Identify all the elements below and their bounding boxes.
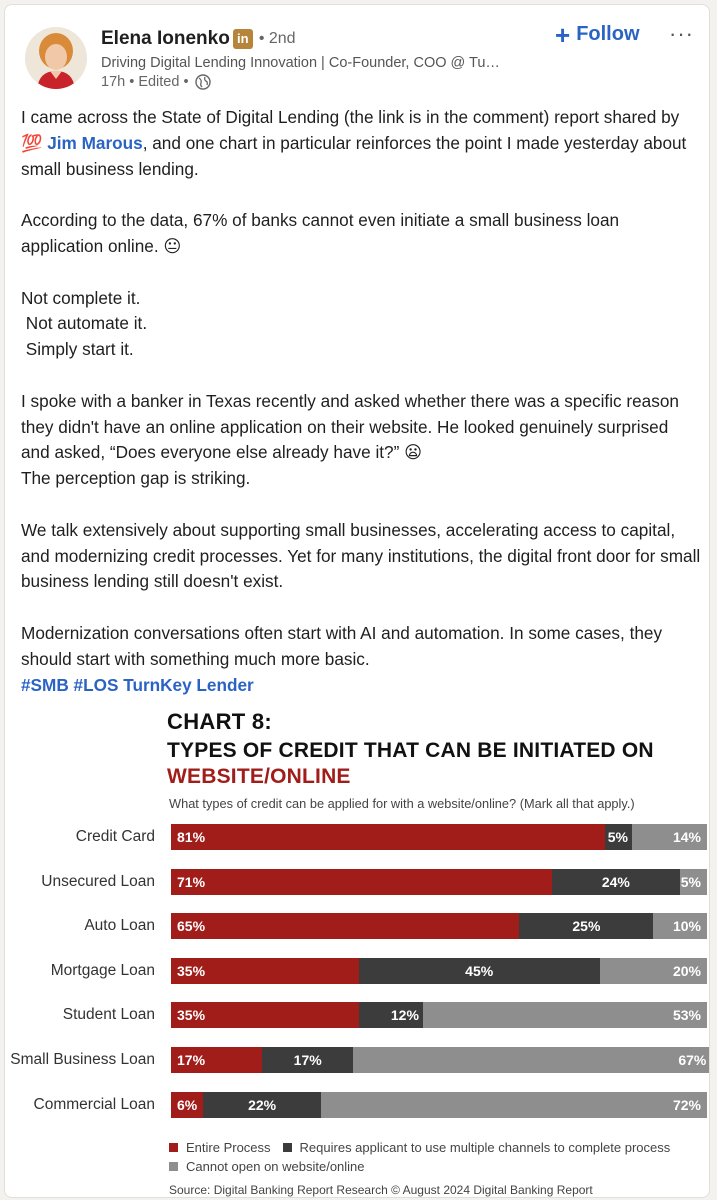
data-label-small-business-loan-series-3: 67% <box>678 1052 707 1068</box>
data-label-auto-loan-series-2: 25% <box>572 918 601 935</box>
globe-icon <box>195 74 211 90</box>
data-label-commercial-loan-series-3: 72% <box>672 1096 701 1113</box>
paragraph-6: Modernization conversations often start with AI and automation. In some cases, they should start with something much more basic. <box>21 622 663 669</box>
legend-multiple-channels: Requires applicant to use multiple channels to complete process <box>299 1140 671 1155</box>
data-label-credit-card-series-3: 14% <box>672 829 701 845</box>
author-name-row <box>101 28 296 50</box>
category-label-commercial-loan: Commercial Loan <box>33 1095 155 1113</box>
chart-source: Source: Digital Banking Report Research © August 2024 Digital Banking Report <box>169 1183 593 1197</box>
hashtag-los[interactable]: #LOS <box>73 674 119 695</box>
post-time: 17h • Edited • <box>101 74 189 90</box>
paragraph-4b: The perception gap is striking. <box>21 468 251 489</box>
data-label-credit-card-series-1: 81% <box>177 829 206 845</box>
data-label-small-business-loan-series-1: 17% <box>177 1052 206 1068</box>
author-name[interactable]: Elena Ionenko <box>101 28 230 49</box>
hashtags <box>21 673 701 699</box>
category-label-auto-loan: Auto Loan <box>84 917 155 935</box>
post-body <box>21 105 701 698</box>
data-label-unsecured-loan-series-2: 24% <box>601 873 630 890</box>
category-label-mortgage-loan: Mortgage Loan <box>50 961 155 979</box>
bar-unsecured-loan-series-1 <box>171 869 552 895</box>
linkedin-premium-icon: in <box>233 29 253 49</box>
data-label-mortgage-loan-series-1: 35% <box>177 962 206 979</box>
category-label-student-loan: Student Loan <box>62 1006 155 1024</box>
follow-label: Follow <box>576 23 640 45</box>
data-label-commercial-loan-series-2: 22% <box>248 1096 277 1113</box>
data-label-mortgage-loan-series-3: 20% <box>672 962 701 979</box>
paragraph-4: I spoke with a banker in Texas recently and asked whether there was a specific reason they didn't have an online application on their website. He looked genuinely surprised and asked, “Does everyone else already have it?” 😦 <box>21 390 679 463</box>
paragraph-2: According to the data, 67% of banks cannot even initiate a small business loan application online. 😐 <box>21 210 620 256</box>
bar-credit-card-series-1 <box>171 824 605 850</box>
bar-commercial-loan-series-3 <box>321 1092 707 1118</box>
paragraph-3-line-3: Simply start it. <box>21 339 134 360</box>
paragraph-3-line-1: Not complete it. <box>21 287 141 308</box>
legend-swatch-entire-process <box>169 1143 178 1152</box>
data-label-student-loan-series-3: 53% <box>672 1007 701 1024</box>
data-label-auto-loan-series-1: 65% <box>177 918 206 935</box>
more-options-icon[interactable]: ··· <box>669 21 694 46</box>
data-label-student-loan-series-2: 12% <box>390 1007 419 1024</box>
mention-link[interactable]: Jim Marous <box>47 132 143 153</box>
bar-small-business-loan-series-3 <box>353 1047 710 1073</box>
data-label-mortgage-loan-series-2: 45% <box>465 962 494 979</box>
data-label-credit-card-series-2: 5% <box>607 829 628 845</box>
follow-button[interactable] <box>555 19 640 50</box>
category-label-credit-card: Credit Card <box>75 828 155 845</box>
post-meta <box>101 74 211 90</box>
chart-title-line-2: WEBSITE/ONLINE <box>167 765 351 788</box>
data-label-student-loan-series-1: 35% <box>177 1007 206 1024</box>
hashtag-turnkey-lender[interactable]: TurnKey Lender <box>123 674 254 695</box>
plus-icon: + <box>555 19 571 50</box>
data-label-unsecured-loan-series-1: 71% <box>177 873 206 890</box>
data-label-auto-loan-series-3: 10% <box>672 918 701 935</box>
legend-swatch-cannot-open <box>169 1162 178 1171</box>
paragraph-3-line-2: Not automate it. <box>21 313 148 334</box>
legend-entire-process: Entire Process <box>186 1140 271 1155</box>
chart-label: CHART 8: <box>167 709 273 734</box>
data-label-unsecured-loan-series-3: 5% <box>680 873 701 890</box>
paragraph-1: I came across the State of Digital Lending (the link is in the comment) report shared by 💯 Jim Marous, and one chart in particular reinforces the point I made yesterday about small business lending. <box>21 107 687 179</box>
chart-title-line-1: TYPES OF CREDIT THAT CAN BE INITIATED ON <box>167 739 654 762</box>
chart-image[interactable] <box>5 701 709 1197</box>
author-headline: Driving Digital Lending Innovation | Co-Founder, COO @ Tu… <box>101 55 500 71</box>
chart-legend <box>169 1138 670 1176</box>
category-label-small-business-loan: Small Business Loan <box>10 1051 155 1068</box>
legend-swatch-multiple-channels <box>283 1143 292 1152</box>
connection-degree: • 2nd <box>258 30 296 47</box>
legend-cannot-open: Cannot open on website/online <box>186 1159 365 1174</box>
hashtag-smb[interactable]: #SMB <box>21 674 69 695</box>
category-label-unsecured-loan: Unsecured Loan <box>41 872 155 890</box>
chart-question: What types of credit can be applied for with a website/online? (Mark all that apply.) <box>169 796 635 811</box>
paragraph-5: We talk extensively about supporting small businesses, accelerating access to capital, and modernizing credit processes. Yet for many institutions, the digital front door for small business lending still doesn't exist. <box>21 519 701 592</box>
bar-auto-loan-series-1 <box>171 913 519 939</box>
post-card <box>4 4 710 1198</box>
author-avatar[interactable] <box>25 27 87 89</box>
data-label-small-business-loan-series-2: 17% <box>293 1052 322 1068</box>
bar-student-loan-series-3 <box>423 1002 707 1028</box>
data-label-commercial-loan-series-1: 6% <box>177 1096 198 1113</box>
